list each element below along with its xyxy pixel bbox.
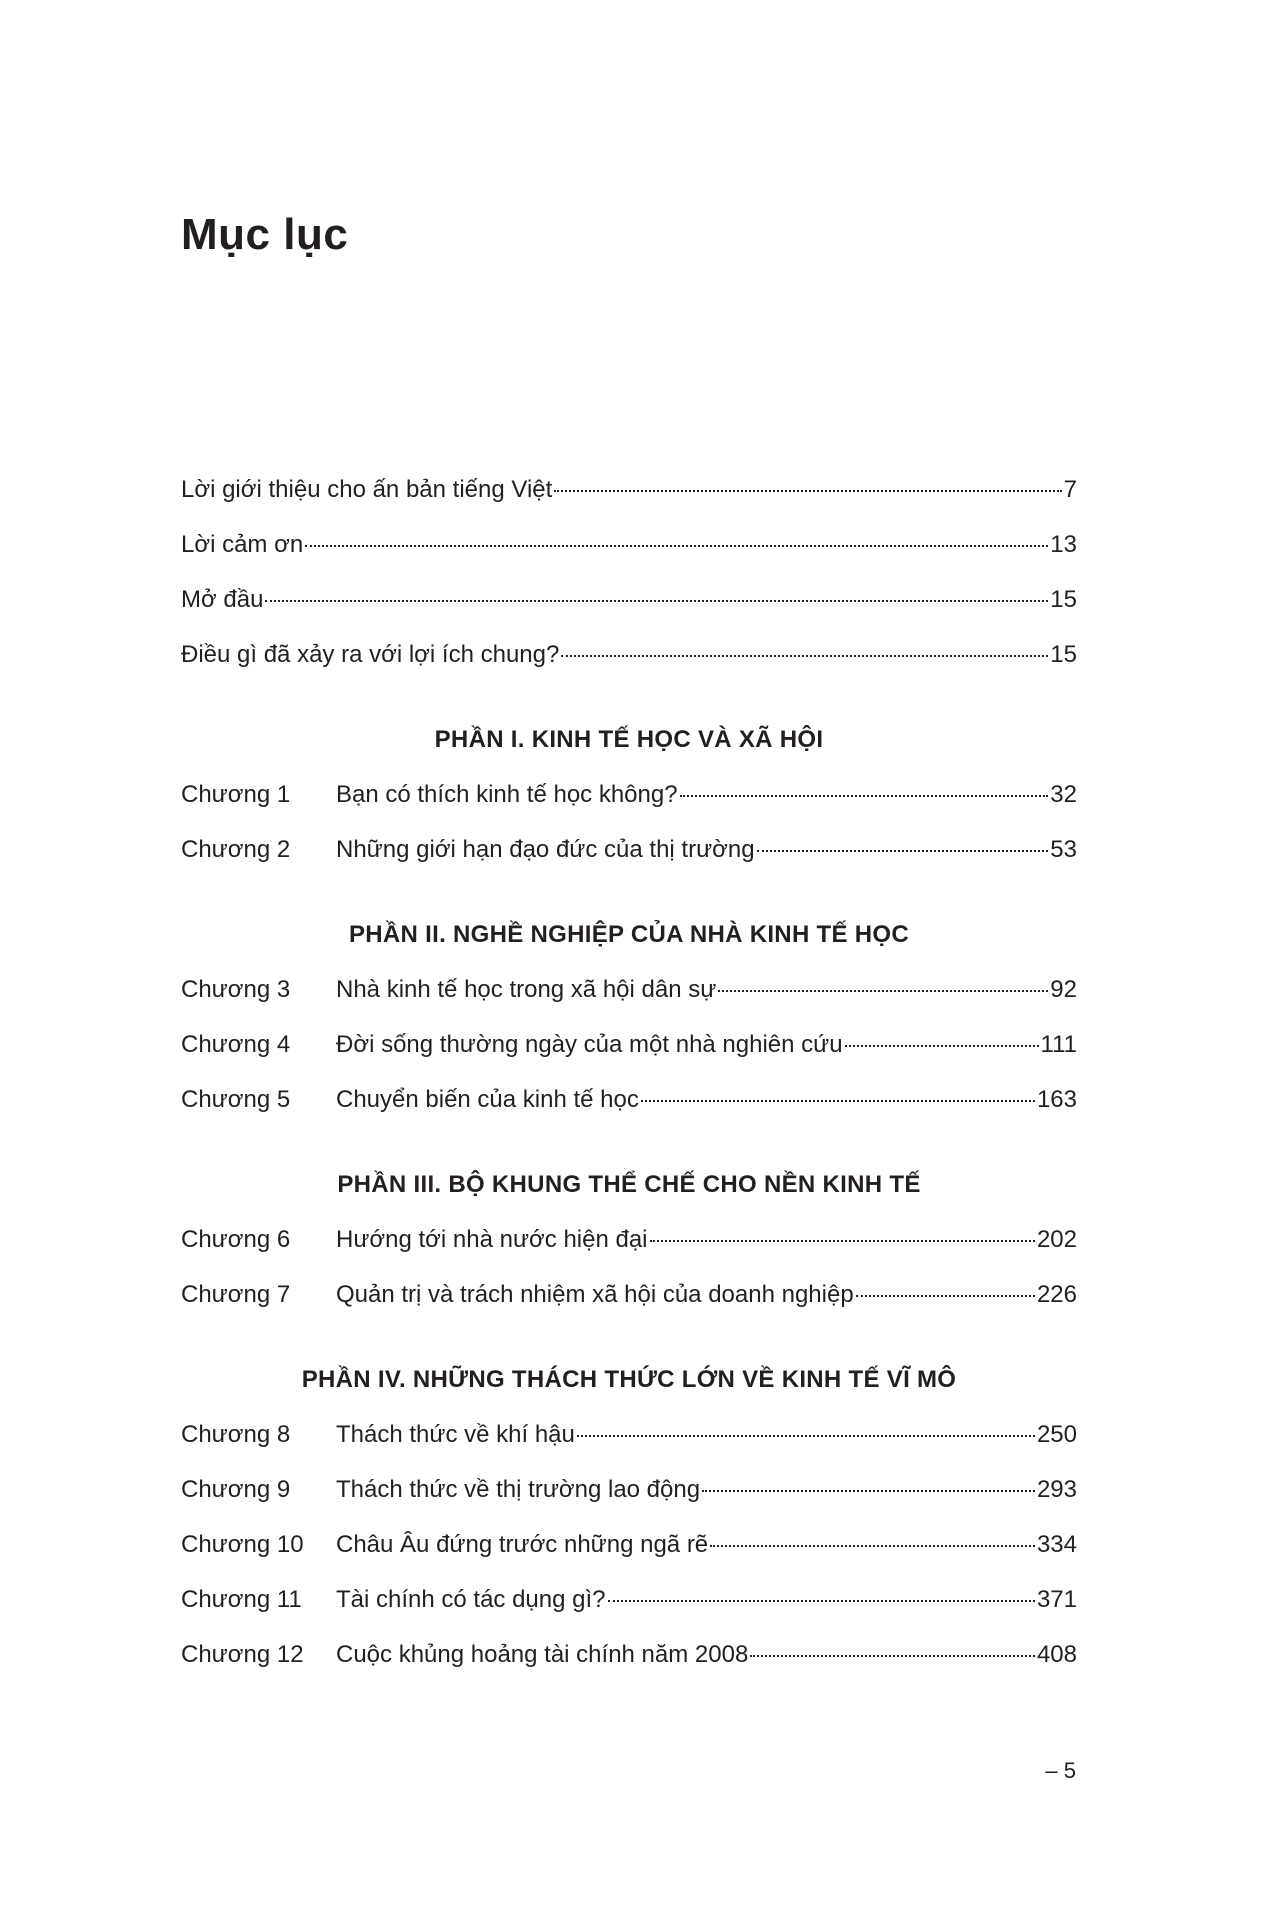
dot-leader bbox=[561, 655, 1048, 657]
page-title: Mục lục bbox=[181, 210, 349, 259]
page-number: – 5 bbox=[1045, 1758, 1076, 1783]
dot-leader bbox=[577, 1435, 1035, 1437]
chapter-page: 92 bbox=[1050, 976, 1077, 1003]
chapter-entry bbox=[181, 1267, 1077, 1322]
chapter-title: Cuộc khủng hoảng tài chính năm 2008 bbox=[336, 1641, 749, 1668]
dot-leader bbox=[718, 990, 1048, 992]
chapter-page: 293 bbox=[1036, 1476, 1077, 1503]
chapter-page: 334 bbox=[1036, 1531, 1077, 1558]
chapter-page: 163 bbox=[1036, 1086, 1077, 1113]
part-heading: PHẦN III. BỘ KHUNG THỂ CHẾ CHO NỀN KINH TẾ bbox=[337, 1171, 921, 1198]
chapter-page: 371 bbox=[1036, 1586, 1077, 1613]
dot-leader bbox=[608, 1600, 1035, 1602]
toc-entry-page: 7 bbox=[1063, 476, 1077, 503]
dot-leader bbox=[702, 1490, 1035, 1492]
toc-entry-text: Lời giới thiệu cho ấn bản tiếng Việt bbox=[181, 476, 553, 503]
dot-leader bbox=[650, 1240, 1035, 1242]
chapter-title: Thách thức về thị trường lao động bbox=[336, 1476, 701, 1503]
dot-leader bbox=[641, 1100, 1035, 1102]
chapter-title: Châu Âu đứng trước những ngã rẽ bbox=[336, 1531, 709, 1558]
chapter-entry bbox=[181, 1572, 1077, 1627]
chapter-entry bbox=[181, 1017, 1077, 1072]
chapter-label: Chương 12 bbox=[181, 1641, 304, 1668]
chapter-title: Chuyển biến của kinh tế học bbox=[336, 1086, 639, 1113]
chapter-title: Bạn có thích kinh tế học không? bbox=[336, 781, 678, 808]
chapter-label: Chương 11 bbox=[181, 1586, 302, 1613]
dot-leader bbox=[757, 850, 1049, 852]
dot-leader bbox=[680, 795, 1049, 797]
toc-entry bbox=[181, 462, 1077, 517]
chapter-title: Nhà kinh tế học trong xã hội dân sự bbox=[336, 976, 717, 1003]
chapter-label: Chương 4 bbox=[181, 1031, 291, 1058]
chapter-title: Đời sống thường ngày của một nhà nghiên cứu bbox=[336, 1031, 843, 1058]
toc-entry-page: 15 bbox=[1050, 641, 1077, 668]
chapter-entry bbox=[181, 1212, 1077, 1267]
chapter-page: 202 bbox=[1036, 1226, 1077, 1253]
chapter-title: Quản trị và trách nhiệm xã hội của doanh nghiệp bbox=[336, 1281, 854, 1308]
toc-entry bbox=[181, 572, 1077, 627]
chapter-entry bbox=[181, 822, 1077, 877]
chapter-title: Thách thức về khí hậu bbox=[336, 1421, 575, 1448]
part-heading: PHẦN IV. NHỮNG THÁCH THỨC LỚN VỀ KINH TẾ VĨ MÔ bbox=[301, 1366, 957, 1393]
chapter-entry bbox=[181, 767, 1077, 822]
chapter-label: Chương 3 bbox=[181, 976, 291, 1003]
chapter-page: 250 bbox=[1036, 1421, 1077, 1448]
chapter-entry bbox=[181, 1407, 1077, 1462]
chapter-entry bbox=[181, 962, 1077, 1017]
chapter-title: Tài chính có tác dụng gì? bbox=[336, 1586, 606, 1613]
chapter-label: Chương 9 bbox=[181, 1476, 291, 1503]
chapter-entry bbox=[181, 1462, 1077, 1517]
toc-entry-text: Điều gì đã xảy ra với lợi ích chung? bbox=[181, 641, 560, 668]
toc-entry-page: 13 bbox=[1050, 531, 1077, 558]
chapter-entry bbox=[181, 1517, 1077, 1572]
chapter-label: Chương 2 bbox=[181, 836, 291, 863]
chapter-page: 111 bbox=[1040, 1031, 1077, 1058]
dot-leader bbox=[265, 600, 1048, 602]
table-of-contents bbox=[181, 462, 1077, 1682]
chapter-entry bbox=[181, 1072, 1077, 1127]
chapter-title: Những giới hạn đạo đức của thị trường bbox=[336, 836, 755, 863]
chapter-page: 32 bbox=[1050, 781, 1077, 808]
dot-leader bbox=[554, 490, 1061, 492]
chapter-label: Chương 5 bbox=[181, 1086, 291, 1113]
toc-entry bbox=[181, 517, 1077, 572]
toc-entry-page: 15 bbox=[1050, 586, 1077, 613]
part-heading: PHẦN I. KINH TẾ HỌC VÀ XÃ HỘI bbox=[434, 726, 824, 753]
dot-leader bbox=[750, 1655, 1035, 1657]
chapter-page: 226 bbox=[1036, 1281, 1077, 1308]
chapter-entry bbox=[181, 1627, 1077, 1682]
dot-leader bbox=[710, 1545, 1035, 1547]
toc-entry bbox=[181, 627, 1077, 682]
chapter-label: Chương 6 bbox=[181, 1226, 291, 1253]
chapter-title: Hướng tới nhà nước hiện đại bbox=[336, 1226, 648, 1253]
chapter-label: Chương 10 bbox=[181, 1531, 304, 1558]
chapter-label: Chương 1 bbox=[181, 781, 291, 808]
dot-leader bbox=[856, 1295, 1035, 1297]
dot-leader bbox=[305, 545, 1048, 547]
toc-entry-text: Mở đầu bbox=[181, 586, 264, 613]
chapter-label: Chương 8 bbox=[181, 1421, 291, 1448]
chapter-label: Chương 7 bbox=[181, 1281, 291, 1308]
toc-entry-text: Lời cảm ơn bbox=[181, 531, 304, 558]
chapter-page: 53 bbox=[1050, 836, 1077, 863]
chapter-page: 408 bbox=[1036, 1641, 1077, 1668]
dot-leader bbox=[845, 1045, 1039, 1047]
part-heading: PHẦN II. NGHỀ NGHIỆP CỦA NHÀ KINH TẾ HỌC bbox=[348, 921, 910, 948]
